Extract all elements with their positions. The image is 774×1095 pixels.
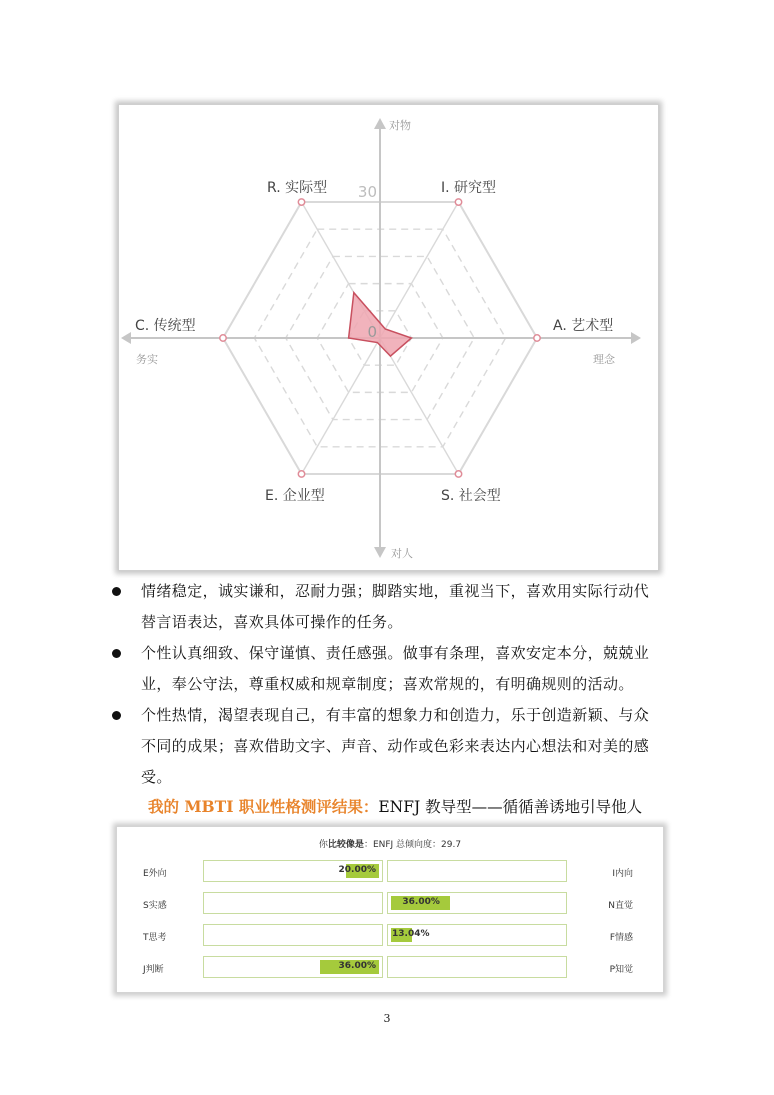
axis-label-bottom: 对人	[391, 547, 413, 560]
mbti-track-left	[203, 956, 383, 978]
radar-spoke	[302, 338, 381, 474]
radar-scale-zero: 0	[367, 323, 377, 341]
mbti-percent-label: 36.00%	[338, 961, 376, 971]
radar-vertex-dot	[455, 199, 461, 205]
arrow-right-icon	[631, 332, 641, 344]
page-number: 3	[383, 1012, 391, 1025]
vertex-label-i: I. 研究型	[441, 180, 497, 196]
bullet-dot	[112, 711, 121, 720]
mbti-result-panel	[116, 826, 664, 993]
arrow-left-icon	[121, 332, 131, 344]
radar-vertex-dot	[455, 471, 461, 477]
mbti-percent-label: 20.00%	[338, 865, 376, 875]
mbti-panel-title: 你比较像是：ENFJ 总倾向度：29.7	[318, 840, 462, 850]
axis-label-left: 务实	[136, 353, 158, 366]
vertex-label-e: E. 企业型	[265, 488, 325, 504]
trait-bullet-list	[110, 576, 670, 793]
mbti-heading	[148, 795, 642, 817]
radar-vertex-dot	[534, 335, 540, 341]
radar-spoke	[380, 202, 459, 338]
radar-scale-max: 30	[357, 183, 377, 201]
axis-label-top: 对物	[389, 119, 411, 132]
bullet-item: 情绪稳定，诚实谦和，忍耐力强；脚踏实地，重视当下，喜欢用实际行动代 替言语表达，喜欢具体可操作的任务。	[110, 576, 670, 638]
mbti-right-label: F情感	[609, 933, 633, 943]
mbti-row	[117, 924, 663, 948]
mbti-percent-label: 36.00%	[402, 897, 440, 907]
radar-vertex-dot	[298, 199, 304, 205]
radar-vertex-dot	[298, 471, 304, 477]
mbti-left-label: E外向	[143, 869, 167, 879]
mbti-track-left	[203, 924, 383, 946]
holland-radar-chart	[118, 104, 659, 571]
radar-vertex-dot	[220, 335, 226, 341]
vertex-label-r: R. 实际型	[267, 180, 328, 196]
bullet-dot	[112, 587, 121, 596]
mbti-heading-label: 我的 MBTI 职业性格测评结果：	[148, 797, 379, 816]
mbti-track-right	[387, 956, 567, 978]
mbti-track-left	[203, 860, 383, 882]
mbti-percent-label: 13.04%	[392, 929, 430, 939]
mbti-row	[117, 892, 663, 916]
vertex-label-s: S. 社会型	[441, 488, 501, 504]
mbti-right-label: P知觉	[609, 965, 633, 975]
arrow-up-icon	[374, 118, 386, 129]
mbti-right-label: I内向	[612, 869, 633, 879]
axis-label-right: 理念	[593, 353, 615, 366]
radar-spoke	[380, 338, 459, 474]
mbti-track-right	[387, 892, 567, 914]
bullet-item: 个性认真细致、保守谨慎、责任感强。做事有条理，喜欢安定本分，兢兢业 业，奉公守法，尊重权威和规章制度；喜欢常规的，有明确规则的活动。	[110, 638, 670, 700]
mbti-left-label: T思考	[143, 933, 167, 943]
radar-svg	[119, 105, 658, 570]
mbti-row	[117, 956, 663, 980]
mbti-left-label: J判断	[143, 965, 164, 975]
arrow-down-icon	[374, 547, 386, 558]
mbti-right-label: N直觉	[608, 901, 633, 911]
bullet-dot	[112, 649, 121, 658]
vertex-label-a: A. 艺术型	[553, 318, 614, 334]
bullet-item: 个性热情，渴望表现自己，有丰富的想象力和创造力，乐于创造新颖、与众 不同的成果；喜欢借助文字、声音、动作或色彩来表达内心想法和对美的感 受。	[110, 700, 670, 793]
mbti-row	[117, 860, 663, 884]
mbti-left-label: S实感	[143, 901, 167, 911]
mbti-track-left	[203, 892, 383, 914]
mbti-track-right	[387, 924, 567, 946]
vertex-label-c: C. 传统型	[135, 318, 196, 334]
mbti-track-right	[387, 860, 567, 882]
mbti-heading-value: ENFJ 教导型——循循善诱地引导他人	[378, 798, 643, 816]
